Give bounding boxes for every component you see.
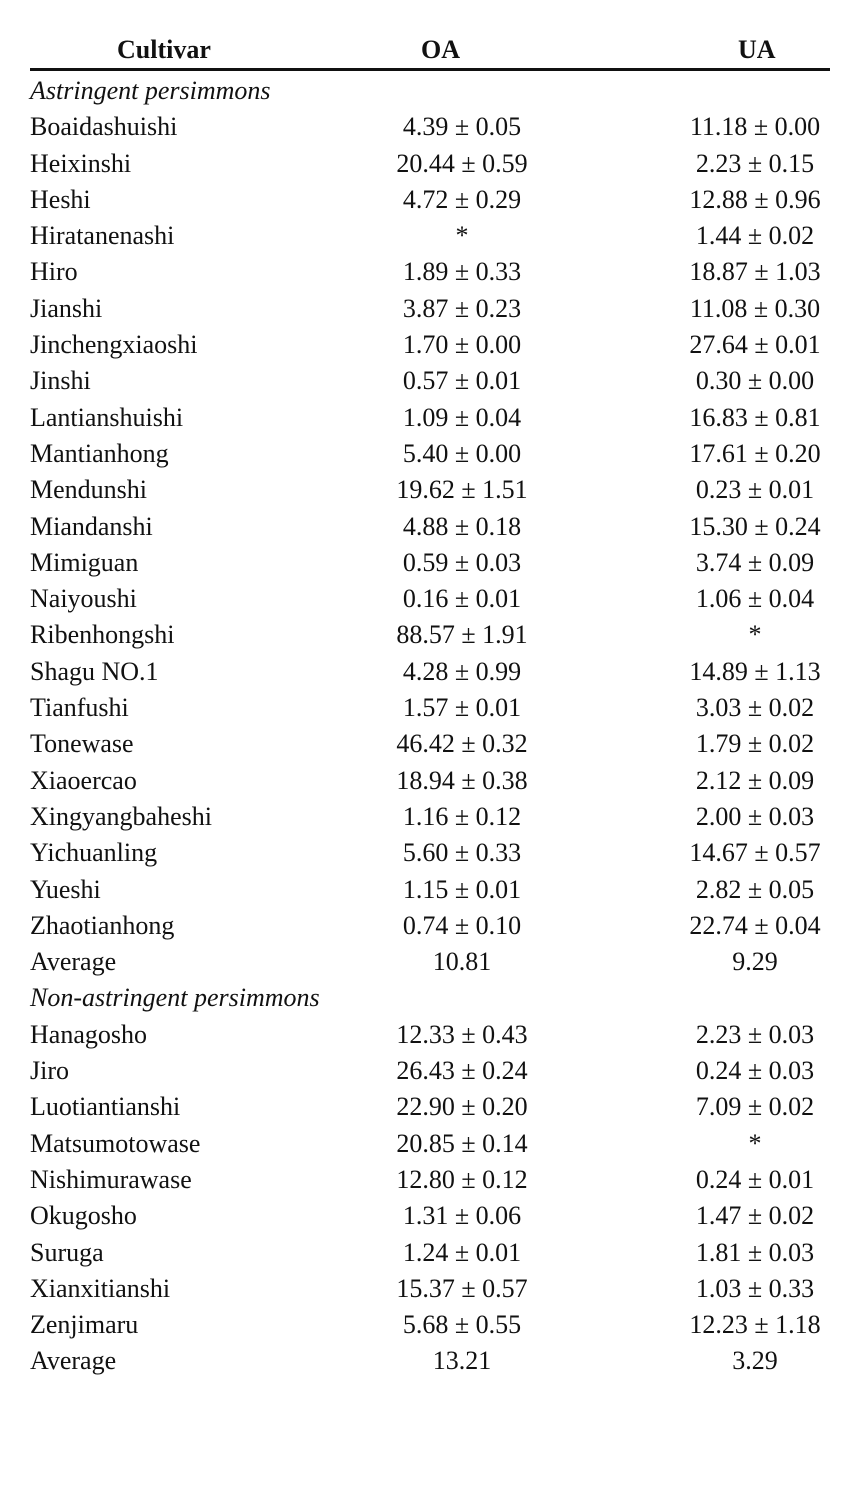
cell-ua: 2.82 ± 0.05 [695, 874, 815, 904]
cell-oa: 88.57 ± 1.91 [396, 620, 528, 650]
cell-oa: 0.59 ± 0.03 [402, 547, 522, 577]
table-row [30, 1053, 830, 1089]
table-row [30, 654, 830, 690]
table-row [30, 690, 830, 726]
cell-oa: 4.39 ± 0.05 [402, 112, 522, 142]
cell-cultivar: Tianfushi [30, 693, 129, 723]
cell-oa: 15.37 ± 0.57 [396, 1273, 528, 1303]
table-row [30, 1343, 830, 1379]
header-ua: UA [738, 35, 776, 64]
cell-oa: 12.33 ± 0.43 [396, 1019, 528, 1049]
cell-cultivar: Hiratanenashi [30, 221, 175, 251]
cell-oa: 10.81 [432, 947, 492, 977]
cell-cultivar: Nishimurawase [30, 1164, 192, 1194]
cell-cultivar: Jinshi [30, 366, 91, 396]
cell-cultivar: Luotiantianshi [30, 1092, 181, 1122]
table-row [30, 944, 830, 980]
cell-cultivar: Xiaoercao [30, 765, 137, 795]
cell-ua: 11.18 ± 0.00 [689, 112, 821, 142]
table-row [30, 545, 830, 581]
cell-ua: 3.03 ± 0.02 [695, 693, 815, 723]
table-row [30, 109, 830, 145]
cell-ua: 14.89 ± 1.13 [689, 656, 821, 686]
cell-cultivar: Matsumotowase [30, 1128, 201, 1158]
cell-cultivar: Boaidashuishi [30, 112, 178, 142]
table-row [30, 908, 830, 944]
header-oa: OA [421, 35, 460, 64]
cell-cultivar: Xianxitianshi [30, 1273, 171, 1303]
cell-cultivar: Heixinshi [30, 148, 132, 178]
cell-ua: 1.03 ± 0.33 [695, 1273, 815, 1303]
cell-ua: 15.30 ± 0.24 [689, 511, 821, 541]
cell-oa: 20.44 ± 0.59 [396, 148, 528, 178]
cell-ua: 22.74 ± 0.04 [689, 910, 821, 940]
table-header [30, 28, 830, 71]
cell-oa: 1.16 ± 0.12 [402, 801, 522, 831]
table-row [30, 1235, 830, 1271]
table-row [30, 1126, 830, 1162]
cell-cultivar: Hanagosho [30, 1019, 147, 1049]
table-row [30, 472, 830, 508]
cell-ua: 1.06 ± 0.04 [695, 584, 815, 614]
table-row [30, 872, 830, 908]
cell-cultivar: Average [30, 1346, 117, 1376]
cell-cultivar: Hiro [30, 257, 78, 287]
cell-ua: 1.44 ± 0.02 [695, 221, 815, 251]
cell-oa: 0.16 ± 0.01 [402, 584, 522, 614]
cell-ua: 3.74 ± 0.09 [695, 547, 815, 577]
cell-oa: 20.85 ± 0.14 [396, 1128, 528, 1158]
cell-cultivar: Lantianshuishi [30, 402, 184, 432]
cell-ua: 2.23 ± 0.03 [695, 1019, 815, 1049]
section-title: Astringent persimmons [30, 76, 271, 105]
cell-cultivar: Jiro [30, 1056, 69, 1086]
cell-ua: 2.12 ± 0.09 [695, 765, 815, 795]
table-row [30, 1271, 830, 1307]
cell-oa: 1.24 ± 0.01 [402, 1237, 522, 1267]
cell-oa: * [455, 221, 469, 251]
cell-cultivar: Miandanshi [30, 511, 153, 541]
cell-ua: 14.67 ± 0.57 [689, 838, 821, 868]
cell-ua: 1.79 ± 0.02 [695, 729, 815, 759]
cell-ua: 2.23 ± 0.15 [695, 148, 815, 178]
cell-cultivar: Zenjimaru [30, 1310, 139, 1340]
cell-ua: * [748, 620, 762, 650]
cell-oa: 13.21 [432, 1346, 492, 1376]
cell-cultivar: Suruga [30, 1237, 104, 1267]
table-row [30, 218, 830, 254]
cell-oa: 12.80 ± 0.12 [396, 1164, 528, 1194]
cell-ua: 1.47 ± 0.02 [695, 1201, 815, 1231]
cell-cultivar: Yueshi [30, 874, 101, 904]
table-row [30, 1017, 830, 1053]
cell-ua: 0.24 ± 0.01 [695, 1164, 815, 1194]
cell-oa: 26.43 ± 0.24 [396, 1056, 528, 1086]
cell-cultivar: Mantianhong [30, 438, 169, 468]
cell-ua: 18.87 ± 1.03 [689, 257, 821, 287]
section-heading [30, 73, 830, 109]
table-row [30, 763, 830, 799]
cell-cultivar: Yichuanling [30, 838, 158, 868]
cell-cultivar: Jianshi [30, 293, 103, 323]
table-row [30, 436, 830, 472]
cell-cultivar: Mimiguan [30, 547, 139, 577]
table-row [30, 1307, 830, 1343]
cell-oa: 19.62 ± 1.51 [396, 475, 528, 505]
cell-oa: 1.70 ± 0.00 [402, 330, 522, 360]
cell-ua: 7.09 ± 0.02 [695, 1092, 815, 1122]
table-row [30, 1089, 830, 1125]
cell-ua: * [748, 1128, 762, 1158]
cell-ua: 9.29 [732, 947, 778, 977]
header-cultivar: Cultivar [117, 35, 211, 64]
cell-oa: 1.09 ± 0.04 [402, 402, 522, 432]
cell-oa: 4.28 ± 0.99 [402, 656, 522, 686]
data-table [30, 28, 830, 1380]
table-row [30, 146, 830, 182]
table-row [30, 509, 830, 545]
cell-oa: 5.68 ± 0.55 [402, 1310, 522, 1340]
cell-cultivar: Average [30, 947, 117, 977]
cell-ua: 3.29 [732, 1346, 778, 1376]
cell-ua: 1.81 ± 0.03 [695, 1237, 815, 1267]
cell-ua: 0.30 ± 0.00 [695, 366, 815, 396]
cell-oa: 4.88 ± 0.18 [402, 511, 522, 541]
table-row [30, 799, 830, 835]
cell-ua: 16.83 ± 0.81 [689, 402, 821, 432]
table-row [30, 581, 830, 617]
cell-oa: 5.60 ± 0.33 [402, 838, 522, 868]
cell-ua: 0.23 ± 0.01 [695, 475, 815, 505]
table-row [30, 254, 830, 290]
cell-oa: 22.90 ± 0.20 [396, 1092, 528, 1122]
section-title: Non-astringent persimmons [30, 983, 320, 1013]
cell-ua: 2.00 ± 0.03 [695, 801, 815, 831]
cell-ua: 11.08 ± 0.30 [689, 293, 821, 323]
cell-oa: 4.72 ± 0.29 [402, 184, 522, 214]
cell-cultivar: Zhaotianhong [30, 910, 175, 940]
cell-oa: 1.57 ± 0.01 [402, 693, 522, 723]
cell-cultivar: Shagu NO.1 [30, 656, 159, 686]
cell-oa: 0.74 ± 0.10 [402, 910, 522, 940]
table-body [30, 71, 830, 1380]
table-row [30, 291, 830, 327]
cell-ua: 12.88 ± 0.96 [689, 184, 821, 214]
table-row [30, 327, 830, 363]
cell-cultivar: Heshi [30, 184, 91, 214]
cell-oa: 3.87 ± 0.23 [402, 293, 522, 323]
cell-cultivar: Mendunshi [30, 475, 147, 505]
cell-ua: 27.64 ± 0.01 [689, 330, 821, 360]
section-heading [30, 980, 830, 1016]
table-row [30, 726, 830, 762]
table-row [30, 617, 830, 653]
cell-cultivar: Okugosho [30, 1201, 137, 1231]
cell-ua: 12.23 ± 1.18 [689, 1310, 821, 1340]
table-row [30, 835, 830, 871]
cell-oa: 1.89 ± 0.33 [402, 257, 522, 287]
table-row [30, 363, 830, 399]
table-row [30, 1162, 830, 1198]
cell-oa: 0.57 ± 0.01 [402, 366, 522, 396]
cell-cultivar: Tonewase [30, 729, 134, 759]
cell-oa: 5.40 ± 0.00 [402, 438, 522, 468]
cell-oa: 18.94 ± 0.38 [396, 765, 528, 795]
cell-cultivar: Xingyangbaheshi [30, 801, 212, 831]
table-row [30, 1198, 830, 1234]
cell-cultivar: Naiyoushi [30, 584, 137, 614]
table-row [30, 400, 830, 436]
table-row [30, 182, 830, 218]
cell-oa: 1.15 ± 0.01 [402, 874, 522, 904]
cell-cultivar: Jinchengxiaoshi [30, 330, 198, 360]
cell-oa: 46.42 ± 0.32 [396, 729, 528, 759]
cell-cultivar: Ribenhongshi [30, 620, 175, 650]
cell-ua: 17.61 ± 0.20 [689, 438, 821, 468]
cell-oa: 1.31 ± 0.06 [402, 1201, 522, 1231]
cell-ua: 0.24 ± 0.03 [695, 1056, 815, 1086]
